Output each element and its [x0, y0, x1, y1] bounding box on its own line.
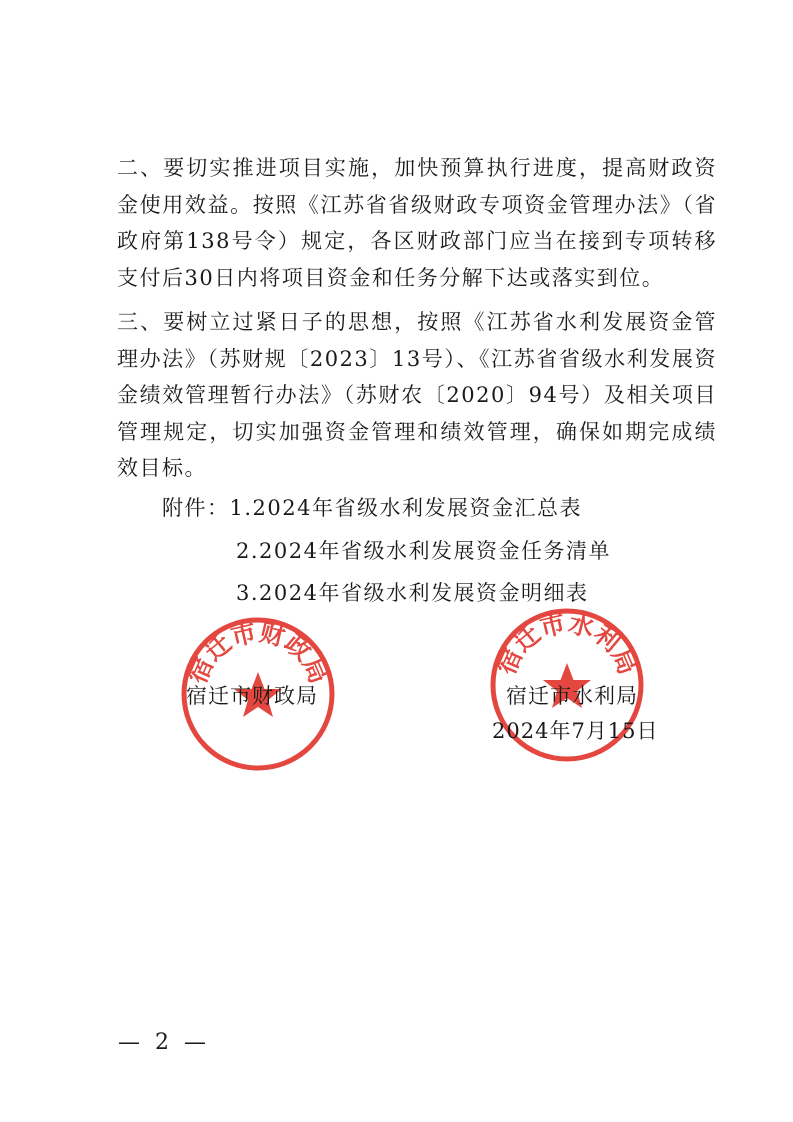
page-number: — 2 —: [118, 1030, 210, 1055]
attachment-line-1: 附件：1.2024年省级水利发展资金汇总表: [162, 496, 582, 520]
signature-finance-bureau: 宿迁市财政局: [186, 684, 318, 708]
paragraph-three: 三、要树立过紧日子的思想，按照《江苏省水利发展资金管理办法》（苏财规〔2023〕13号）、《江苏省省级水利发展资金绩效管理暂行办法》（苏财农〔2020〕94号）及相关项目管理规定，切实加强资金管理和绩效管理，确保如期完成绩效目标。: [117, 310, 717, 480]
svg-text:宿迁市水利局: 宿迁市水利局: [491, 608, 643, 679]
paragraph-two: 二、要切实推进项目实施，加快预算执行进度，提高财政资金使用效益。按照《江苏省省级财政专项资金管理办法》（省政府第138号令）规定，各区财政部门应当在接到专项转移支付后30日内将项目资金和任务分解下达或落实到位。: [117, 156, 717, 290]
signature-water-bureau: 宿迁市水利局: [506, 684, 638, 708]
signature-date: 2024年7月15日: [492, 719, 659, 743]
attachment-line-3: 3.2024年省级水利发展资金明细表: [236, 581, 589, 605]
svg-text:宿迁市财政局: 宿迁市财政局: [182, 617, 334, 688]
attachment-line-2: 2.2024年省级水利发展资金任务清单: [236, 539, 611, 563]
